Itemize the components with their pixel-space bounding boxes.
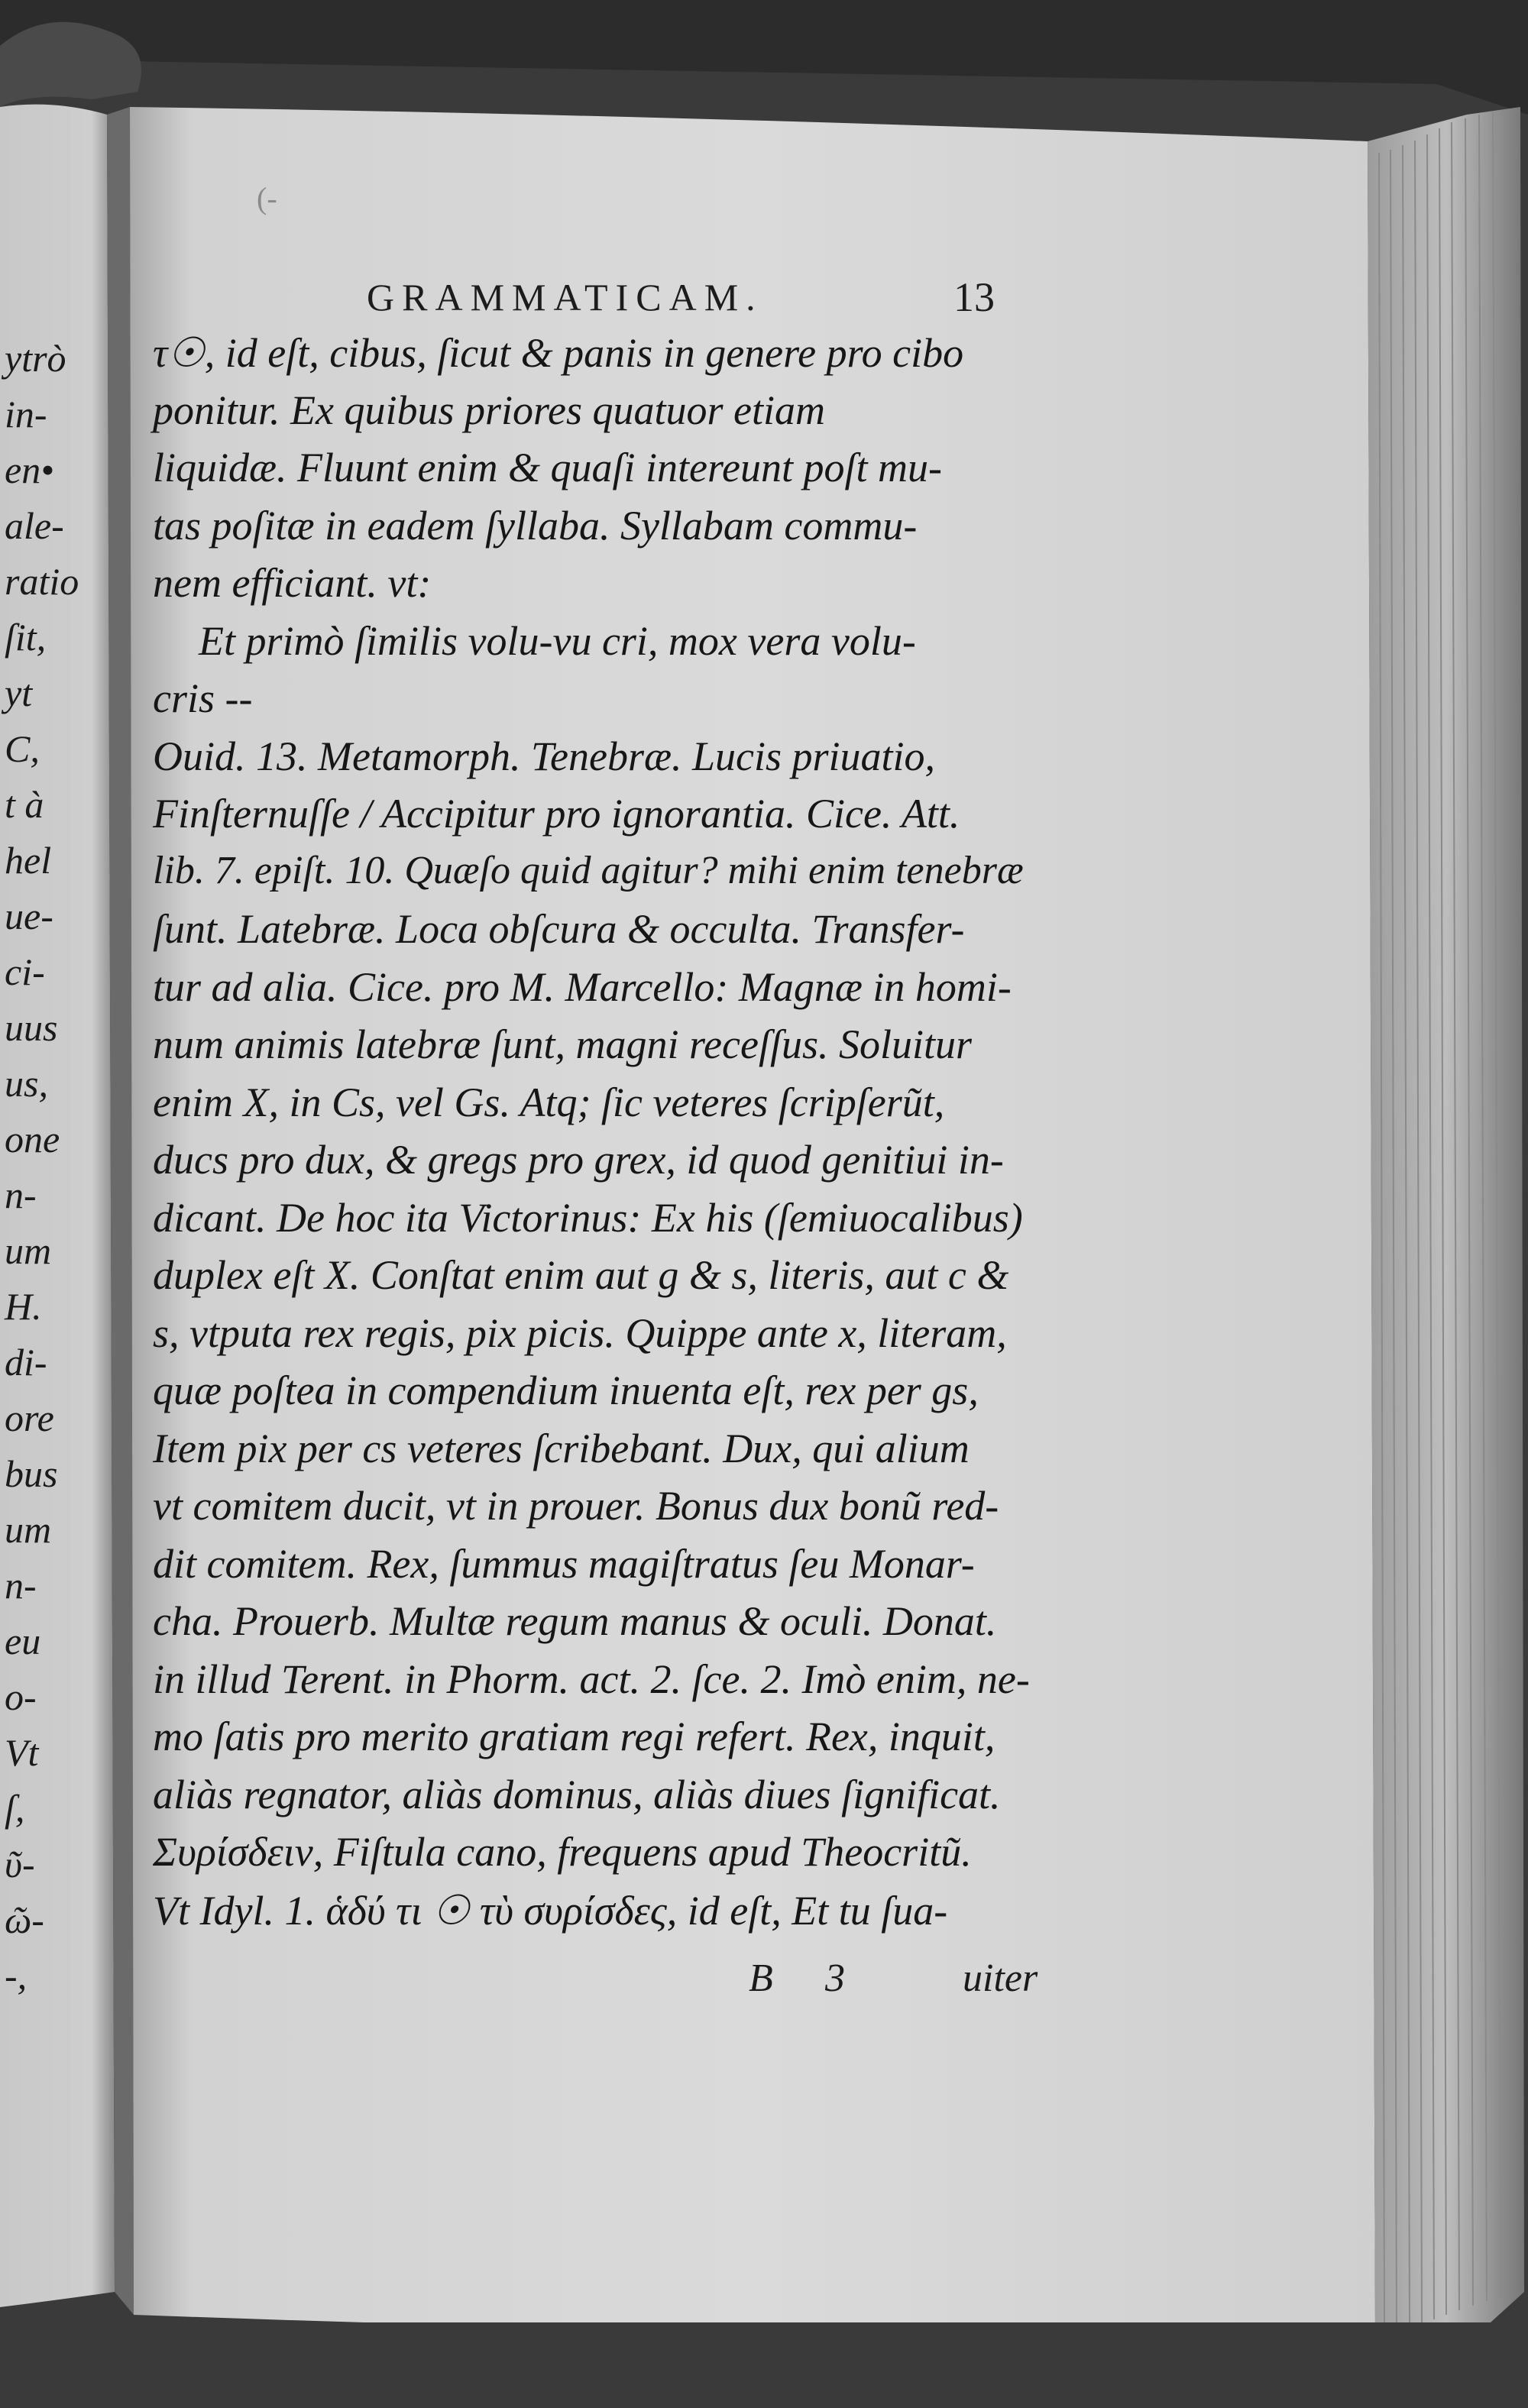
margin-fragment: di- <box>5 1341 47 1384</box>
text-line: Et primò ſimilis volu-vu cri, mox vera volu- <box>199 617 916 664</box>
margin-fragment: ale- <box>5 504 64 547</box>
margin-fragment: ci- <box>5 950 45 993</box>
text-line: duplex eſt X. Conſtat enim aut g & s, literis, aut c & <box>153 1252 1009 1298</box>
margin-fragment: ῶ- <box>5 1898 44 1941</box>
margin-fragment: ῦ- <box>5 1843 35 1885</box>
catchword: uiter <box>963 1956 1038 2000</box>
text-line: τ☉, id eſt, cibus, ſicut & panis in genere pro cibo <box>153 330 964 376</box>
text-line: tas poſitæ in eadem ſyllaba. Syllabam commu- <box>153 502 918 549</box>
text-line: vt comitem ducit, vt in prouer. Bonus dux bonũ red- <box>153 1483 999 1529</box>
text-line: dicant. De hoc ita Victorinus: Ex his (ſemiuocalibus) <box>153 1194 1023 1241</box>
text-line: Ouid. 13. Metamorph. Tenebræ. Lucis priuatio, <box>153 733 936 779</box>
text-line: mo ſatis pro merito gratiam regi refert. Rex, inquit, <box>153 1714 995 1759</box>
text-line: ducs pro dux, & gregs pro grex, id quod genitiui in- <box>153 1137 1004 1183</box>
margin-fragment: one <box>5 1118 60 1160</box>
margin-fragment: -, <box>5 1954 28 1997</box>
text-line: Συρίσδειν, Fiſtula cano, frequens apud Theocritũ. <box>153 1829 972 1875</box>
margin-fragment: us, <box>5 1062 48 1105</box>
running-head: GRAMMATICAM. <box>367 276 763 319</box>
text-line: nem efficiant. vt: <box>153 560 432 606</box>
text-line: Vt Idyl. 1. ἁδύ τι ☉ τὺ συρίσδες, id eſt, Et tu ſua- <box>153 1887 948 1934</box>
text-line: cha. Prouerb. Multæ regum manus & oculi. Donat. <box>153 1598 997 1644</box>
margin-fragment: n- <box>5 1173 37 1216</box>
text-line: num animis latebræ ſunt, magni receſſus. Soluitur <box>153 1021 972 1067</box>
margin-fragment: ore <box>5 1397 54 1439</box>
text-line: Item pix per cs veteres ſcribebant. Dux, qui alium <box>153 1425 970 1471</box>
text-line: Finſternuſſe / Accipitur pro ignorantia. Cice. Att. <box>153 791 960 837</box>
text-line: lib. 7. epiſt. 10. Quæſo quid agitur? mihi enim tenebræ <box>153 848 1024 892</box>
margin-fragment: t à <box>5 783 44 826</box>
margin-fragment: ratio <box>5 560 79 603</box>
margin-fragment: ue- <box>5 895 53 937</box>
text-line: in illud Terent. in Phorm. act. 2. ſce. 2. Imò enim, ne- <box>153 1656 1030 1702</box>
text-line: quæ poſtea in compendium inuenta eſt, rex per gs, <box>153 1367 979 1413</box>
margin-fragment: H. <box>5 1285 42 1328</box>
text-line: dit comitem. Rex, ſummus magiſtratus ſeu Monar- <box>153 1540 975 1587</box>
text-line: enim X, in Cs, vel Gs. Atq; ſic veteres ſcripſerũt, <box>153 1079 945 1125</box>
text-line: cris -- <box>153 675 253 721</box>
signature-number: 3 <box>825 1956 845 2000</box>
text-line: ſunt. Latebræ. Loca obſcura & occulta. Transfer- <box>153 906 965 952</box>
text-line: ponitur. Ex quibus priores quatuor etiam <box>153 387 826 433</box>
text-line: liquidæ. Fluunt enim & quaſi intereunt poſt mu- <box>153 445 942 490</box>
text-line: tur ad alia. Cice. pro M. Marcello: Magnæ in homi- <box>153 963 1012 1010</box>
margin-fragment: bus <box>5 1452 58 1495</box>
margin-fragment: en• <box>5 448 54 491</box>
margin-fragment: eu <box>5 1620 41 1662</box>
margin-fragment: in- <box>5 393 47 435</box>
margin-fragment: n- <box>5 1564 37 1607</box>
margin-fragment: o- <box>5 1675 37 1718</box>
margin-fragment: um <box>5 1229 52 1272</box>
margin-fragment: ytrò <box>5 337 66 380</box>
pencil-mark: (- <box>257 181 277 215</box>
margin-fragment: yt <box>5 672 33 714</box>
text-line: aliàs regnator, aliàs dominus, aliàs diues ſignificat. <box>153 1771 1001 1817</box>
margin-fragment: Vt <box>5 1731 39 1774</box>
signature-mark: B <box>749 1956 773 2000</box>
margin-fragment: ſ, <box>5 1787 25 1830</box>
page-number: 13 <box>953 274 995 320</box>
margin-fragment: uus <box>5 1006 58 1049</box>
margin-fragment: um <box>5 1508 52 1551</box>
text-line: s, vtputa rex regis, pix picis. Quippe ante x, literam, <box>153 1309 1007 1356</box>
margin-fragment: C, <box>5 727 40 770</box>
margin-fragment: hel <box>5 839 52 882</box>
margin-fragment: ſit, <box>5 616 47 659</box>
